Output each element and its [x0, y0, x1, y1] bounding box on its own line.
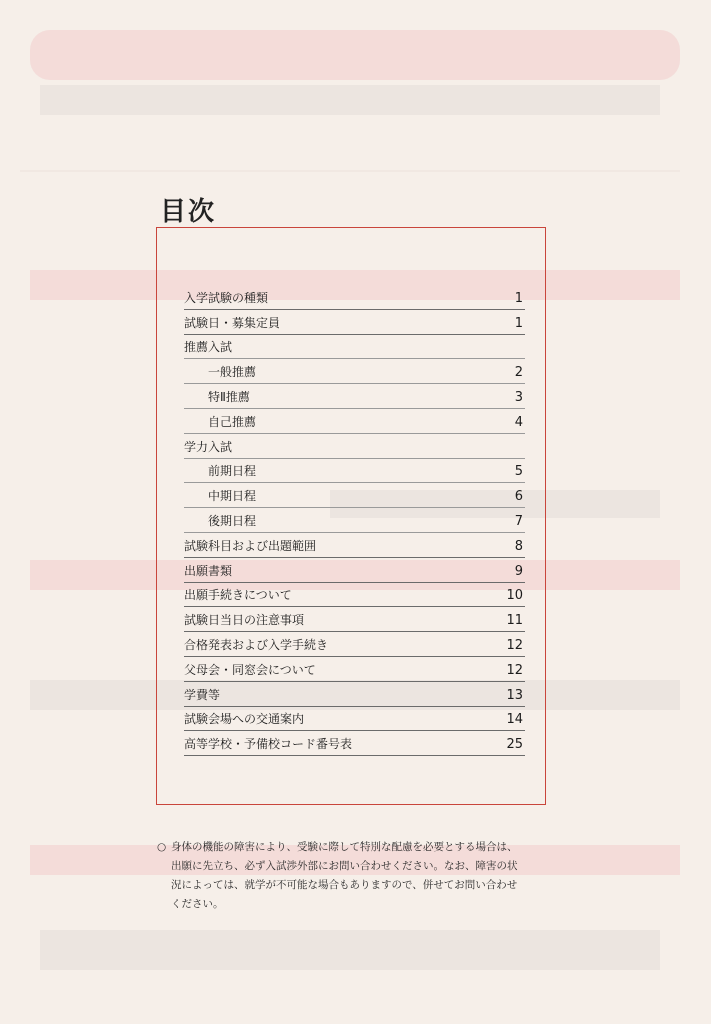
- toc-entry-label: 推薦入試: [184, 340, 233, 355]
- toc-entry: [184, 731, 525, 756]
- toc-entry-label: 後期日程: [208, 513, 257, 528]
- toc-entry-label: 自己推薦: [208, 414, 257, 429]
- toc-entry-page: 13: [506, 687, 523, 703]
- toc-entry-page: 3: [514, 389, 523, 405]
- toc-entry-label: 高等学校・予備校コード番号表: [184, 737, 353, 752]
- toc-entry-label: 学費等: [184, 687, 221, 702]
- note-bullet: ○: [157, 841, 167, 853]
- note-text: [157, 838, 557, 914]
- page-title: 目次: [160, 197, 217, 227]
- toc-entry: [184, 607, 525, 632]
- toc-entry: [184, 384, 525, 409]
- bleed-through-band: [30, 30, 680, 80]
- toc-entry-page: 1: [514, 315, 523, 331]
- toc-entry-label: 一般推薦: [208, 365, 257, 380]
- toc-entry-page: 8: [514, 538, 523, 554]
- toc-entry: [184, 632, 525, 657]
- toc-entry: [184, 533, 525, 558]
- toc-entry-page: 1: [514, 290, 523, 306]
- toc-entry: [184, 459, 525, 484]
- toc-entry: [184, 285, 525, 310]
- toc-entry-page: 10: [506, 588, 523, 604]
- toc-entry-label: 中期日程: [208, 489, 257, 504]
- toc-entry: [184, 657, 525, 682]
- toc-entry-label: 試験会場への交通案内: [184, 712, 305, 727]
- toc-entry-label: 前期日程: [208, 464, 257, 479]
- toc-entry-label: 試験科目および出題範囲: [184, 538, 317, 553]
- toc-entry-page: 12: [506, 637, 523, 653]
- toc-entry: [184, 359, 525, 384]
- toc-entry-label: 父母会・同窓会について: [184, 662, 316, 677]
- bleed-through-band: [40, 85, 660, 115]
- toc-entry-label: 入学試験の種類: [184, 290, 269, 305]
- toc-entry: [184, 335, 525, 360]
- toc-entry-label: 出願書類: [184, 563, 233, 578]
- toc-entry-label: 合格発表および入学手続き: [184, 637, 329, 652]
- toc-frame: [156, 227, 546, 805]
- toc-entry-page: 7: [514, 513, 523, 529]
- bleed-through-line: [20, 170, 680, 172]
- toc-entry-page: 6: [514, 489, 523, 505]
- toc-entry-page: 2: [514, 365, 523, 381]
- note-line: 況によっては、就学が不可能な場合もありますので、併せてお問い合わせ: [171, 879, 518, 891]
- toc-entry: [184, 409, 525, 434]
- toc-entry-label: 試験日・募集定員: [184, 315, 281, 330]
- toc-entry-page: 9: [514, 563, 523, 579]
- toc-list: [184, 285, 525, 756]
- toc-entry: [184, 508, 525, 533]
- toc-entry-page: 12: [506, 662, 523, 678]
- accessibility-note: [157, 838, 557, 914]
- toc-entry-label: 試験日当日の注意事項: [184, 613, 305, 628]
- toc-entry: [184, 310, 525, 335]
- note-line: 出願に先立ち、必ず入試渉外部にお問い合わせください。なお、障害の状: [171, 860, 518, 872]
- toc-entry: [184, 707, 525, 732]
- toc-entry: [184, 583, 525, 608]
- toc-entry: [184, 483, 525, 508]
- toc-entry-label: 特Ⅱ推薦: [208, 389, 250, 404]
- note-line: ください。: [171, 898, 224, 910]
- toc-entry: [184, 558, 525, 583]
- toc-entry-page: 11: [506, 613, 523, 629]
- toc-entry-label: 学力入試: [184, 439, 233, 454]
- toc-entry-page: 14: [506, 712, 523, 728]
- bleed-through-band: [40, 930, 660, 970]
- toc-entry: [184, 434, 525, 459]
- toc-entry-page: 25: [506, 737, 523, 753]
- toc-entry-page: 4: [514, 414, 523, 430]
- toc-entry-page: 5: [514, 464, 523, 480]
- note-line: 身体の機能の障害により、受験に際して特別な配慮を必要とする場合は、: [171, 841, 518, 853]
- toc-entry-label: 出願手続きについて: [184, 588, 292, 603]
- toc-entry: [184, 682, 525, 707]
